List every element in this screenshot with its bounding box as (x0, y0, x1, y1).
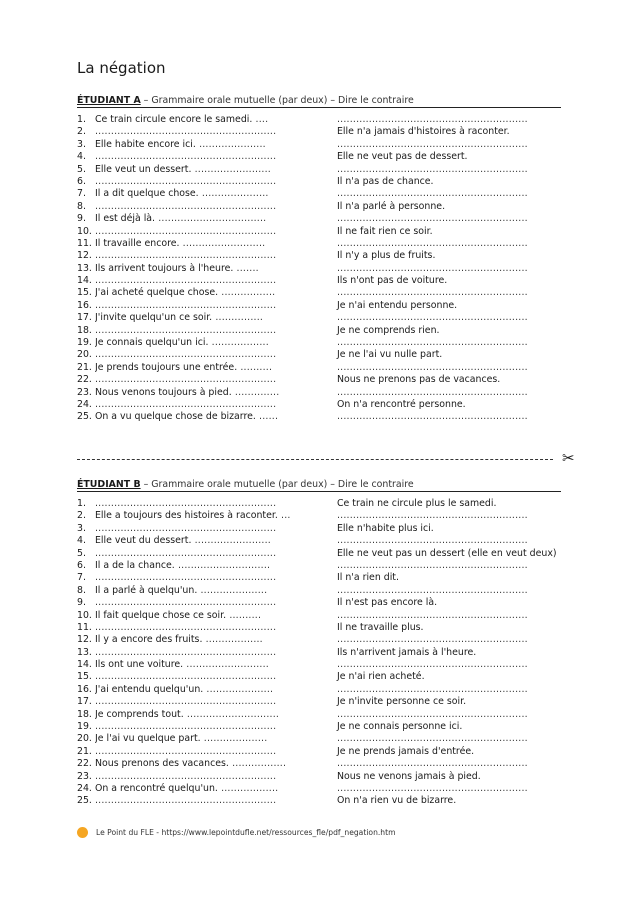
section-a-list (77, 114, 561, 424)
left-sentence: Je l'ai vu quelque part. .................... (95, 733, 268, 745)
left-sentence: ......................................................... (95, 200, 277, 212)
left-sentence: Je connais quelqu'un ici. .................. (95, 337, 269, 349)
item-number: 9. (77, 213, 86, 225)
list-item (77, 213, 561, 225)
right-sentence: On n'a rencontré personne. (337, 398, 466, 410)
item-number: 2. (77, 126, 86, 138)
left-sentence: Il a parlé à quelqu'un. ..................... (95, 584, 268, 596)
right-sentence: ............................................................ (337, 386, 528, 398)
right-sentence: Elle ne veut pas un dessert (elle en veut deux) (337, 547, 557, 559)
right-sentence: Elle n'habite plus ici. (337, 522, 434, 534)
item-number: 5. (77, 163, 86, 175)
right-sentence: Elle ne veut pas de dessert. (337, 151, 468, 163)
list-item (77, 164, 561, 176)
left-sentence: Nous prenons des vacances. ................. (95, 758, 287, 770)
list-item (77, 114, 561, 126)
left-sentence: ......................................................... (95, 671, 277, 683)
right-sentence: Je ne connais personne ici. (337, 721, 463, 733)
left-sentence: ......................................................... (95, 275, 277, 287)
right-sentence: ............................................................ (337, 634, 528, 646)
right-sentence: ............................................................ (337, 213, 528, 225)
section-a-header (77, 95, 561, 108)
list-item (77, 362, 561, 374)
section-a-subtitle: – Grammaire orale mutuelle (par deux) – Dire le contraire (140, 95, 414, 106)
left-sentence: J'ai acheté quelque chose. ................. (95, 287, 276, 299)
item-number: 15. (77, 671, 92, 683)
item-number: 3. (77, 138, 86, 150)
list-item (77, 746, 561, 758)
item-number: 14. (77, 275, 92, 287)
item-number: 17. (77, 696, 92, 708)
right-sentence: ............................................................ (337, 262, 528, 274)
left-sentence: ......................................................... (95, 175, 277, 187)
page-title: La négation (77, 59, 166, 77)
item-number: 22. (77, 374, 92, 386)
list-item (77, 325, 561, 337)
right-sentence: Il n'y a plus de fruits. (337, 250, 436, 262)
left-sentence: ......................................................... (95, 299, 277, 311)
list-item (77, 498, 561, 510)
right-sentence: Nous ne prenons pas de vacances. (337, 374, 501, 386)
right-sentence: Ils n'arrivent jamais à l'heure. (337, 646, 477, 658)
list-item (77, 721, 561, 733)
item-number: 11. (77, 237, 92, 249)
list-item (77, 523, 561, 535)
list-item (77, 139, 561, 151)
left-sentence: ......................................................... (95, 696, 277, 708)
list-item (77, 226, 561, 238)
left-sentence: ......................................................... (95, 324, 277, 336)
left-sentence: ......................................................... (95, 646, 277, 658)
list-item (77, 238, 561, 250)
item-number: 21. (77, 745, 92, 757)
right-sentence: Il n'est pas encore là. (337, 597, 438, 609)
left-sentence: Il y a encore des fruits. .................. (95, 634, 263, 646)
item-number: 7. (77, 188, 86, 200)
list-item (77, 126, 561, 138)
item-number: 22. (77, 758, 92, 770)
right-sentence: ............................................................ (337, 733, 528, 745)
list-item (77, 250, 561, 262)
item-number: 8. (77, 200, 86, 212)
list-item (77, 151, 561, 163)
list-item (77, 771, 561, 783)
right-sentence: Je ne prends jamais d'entrée. (337, 745, 475, 757)
item-number: 2. (77, 510, 86, 522)
list-item (77, 312, 561, 324)
right-sentence: ............................................................ (337, 559, 528, 571)
right-sentence: ............................................................ (337, 609, 528, 621)
left-sentence: ......................................................... (95, 721, 277, 733)
list-item (77, 510, 561, 522)
list-item (77, 411, 561, 423)
item-number: 13. (77, 646, 92, 658)
list-item (77, 287, 561, 299)
cut-line (77, 459, 553, 460)
left-sentence: Il a dit quelque chose. ..................... (95, 188, 269, 200)
item-number: 20. (77, 733, 92, 745)
right-sentence: Je n'ai rien acheté. (337, 671, 425, 683)
item-number: 23. (77, 770, 92, 782)
right-sentence: ............................................................ (337, 411, 528, 423)
list-item (77, 349, 561, 361)
left-sentence: ......................................................... (95, 250, 277, 262)
item-number: 24. (77, 782, 92, 794)
list-item (77, 263, 561, 275)
item-number: 19. (77, 721, 92, 733)
item-number: 7. (77, 572, 86, 584)
right-sentence: ............................................................ (337, 114, 528, 125)
item-number: 15. (77, 287, 92, 299)
list-item (77, 622, 561, 634)
right-sentence: Nous ne venons jamais à pied. (337, 770, 481, 782)
right-sentence: ............................................................ (337, 188, 528, 200)
left-sentence: Elle veut du dessert. ........................ (95, 535, 271, 547)
left-sentence: Il a de la chance. ............................. (95, 559, 271, 571)
scissors-icon: ✂ (562, 449, 575, 467)
left-sentence: ......................................................... (95, 151, 277, 163)
left-sentence: J'ai entendu quelqu'un. ..................... (95, 683, 274, 695)
item-number: 8. (77, 584, 86, 596)
item-number: 4. (77, 535, 86, 547)
left-sentence: ......................................................... (95, 597, 277, 609)
list-item (77, 535, 561, 547)
item-number: 12. (77, 634, 92, 646)
item-number: 11. (77, 621, 92, 633)
list-item (77, 201, 561, 213)
right-sentence: Je n'ai entendu personne. (337, 299, 458, 311)
left-sentence: ......................................................... (95, 770, 277, 782)
list-item (77, 374, 561, 386)
item-number: 9. (77, 597, 86, 609)
right-sentence: ............................................................ (337, 708, 528, 720)
left-sentence: Elle habite encore ici. ..................... (95, 138, 266, 150)
item-number: 25. (77, 795, 92, 807)
left-sentence: ......................................................... (95, 621, 277, 633)
list-item (77, 188, 561, 200)
item-number: 10. (77, 225, 92, 237)
list-item (77, 387, 561, 399)
list-item (77, 795, 561, 807)
right-sentence: ............................................................ (337, 659, 528, 671)
right-sentence: Il n'a rien dit. (337, 572, 399, 584)
item-number: 16. (77, 683, 92, 695)
list-item (77, 572, 561, 584)
right-sentence: Il ne fait rien ce soir. (337, 225, 433, 237)
section-b-tag: ÉTUDIANT B (77, 479, 141, 490)
left-sentence: Je comprends tout. ............................. (95, 708, 280, 720)
left-sentence: Ce train circule encore le samedi. .... (95, 114, 269, 125)
left-sentence: ......................................................... (95, 225, 277, 237)
right-sentence: Ils n'ont pas de voiture. (337, 275, 448, 287)
item-number: 5. (77, 547, 86, 559)
right-sentence: ............................................................ (337, 337, 528, 349)
item-number: 23. (77, 386, 92, 398)
footer-dot-icon (77, 827, 88, 838)
left-sentence: ......................................................... (95, 522, 277, 534)
list-item (77, 783, 561, 795)
left-sentence: Il est déjà là. .................................. (95, 213, 267, 225)
right-sentence: Ce train ne circule plus le samedi. (337, 498, 497, 509)
item-number: 6. (77, 559, 86, 571)
left-sentence: ......................................................... (95, 745, 277, 757)
right-sentence: Il ne travaille plus. (337, 621, 424, 633)
left-sentence: On a vu quelque chose de bizarre. ...... (95, 411, 279, 423)
left-sentence: Il fait quelque chose ce soir. .......... (95, 609, 262, 621)
left-sentence: Ils arrivent toujours à l'heure. ....... (95, 262, 259, 274)
list-item (77, 684, 561, 696)
item-number: 3. (77, 522, 86, 534)
right-sentence: Il n'a pas de chance. (337, 175, 434, 187)
item-number: 21. (77, 361, 92, 373)
right-sentence: ............................................................ (337, 138, 528, 150)
item-number: 10. (77, 609, 92, 621)
left-sentence: On a rencontré quelqu'un. .................. (95, 782, 279, 794)
left-sentence: ......................................................... (95, 349, 277, 361)
right-sentence: Il n'a parlé à personne. (337, 200, 446, 212)
item-number: 1. (77, 498, 86, 509)
right-sentence: Elle n'a jamais d'histoires à raconter. (337, 126, 510, 138)
right-sentence: ............................................................ (337, 782, 528, 794)
item-number: 24. (77, 398, 92, 410)
right-sentence: ............................................................ (337, 287, 528, 299)
left-sentence: ......................................................... (95, 398, 277, 410)
left-sentence: Ils ont une voiture. .......................... (95, 659, 269, 671)
right-sentence: ............................................................ (337, 758, 528, 770)
item-number: 1. (77, 114, 86, 125)
list-item (77, 671, 561, 683)
list-item (77, 548, 561, 560)
right-sentence: ............................................................ (337, 535, 528, 547)
item-number: 18. (77, 708, 92, 720)
right-sentence: ............................................................ (337, 683, 528, 695)
right-sentence: Je n'invite personne ce soir. (337, 696, 467, 708)
right-sentence: ............................................................ (337, 163, 528, 175)
list-item (77, 275, 561, 287)
list-item (77, 597, 561, 609)
list-item (77, 758, 561, 770)
list-item (77, 634, 561, 646)
left-sentence: Je prends toujours une entrée. .......... (95, 361, 273, 373)
right-sentence: ............................................................ (337, 237, 528, 249)
left-sentence: Elle veut un dessert. ........................ (95, 163, 271, 175)
right-sentence: Je ne l'ai vu nulle part. (337, 349, 443, 361)
item-number: 6. (77, 175, 86, 187)
list-item (77, 647, 561, 659)
list-item (77, 399, 561, 411)
left-sentence: Nous venons toujours à pied. .............. (95, 386, 280, 398)
footer (77, 827, 396, 838)
item-number: 16. (77, 299, 92, 311)
section-a-tag: ÉTUDIANT A (77, 95, 141, 106)
item-number: 12. (77, 250, 92, 262)
list-item (77, 337, 561, 349)
left-sentence: Il travaille encore. .......................... (95, 237, 266, 249)
list-item (77, 696, 561, 708)
left-sentence: ......................................................... (95, 498, 277, 509)
list-item (77, 176, 561, 188)
item-number: 20. (77, 349, 92, 361)
right-sentence: ............................................................ (337, 361, 528, 373)
section-b-list (77, 498, 561, 808)
item-number: 4. (77, 151, 86, 163)
left-sentence: Elle a toujours des histoires à raconter. ... (95, 510, 291, 522)
left-sentence: ......................................................... (95, 126, 277, 138)
left-sentence: ......................................................... (95, 374, 277, 386)
item-number: 14. (77, 659, 92, 671)
left-sentence: J'invite quelqu'un ce soir. ............... (95, 312, 264, 324)
list-item (77, 709, 561, 721)
list-item (77, 733, 561, 745)
item-number: 25. (77, 411, 92, 423)
item-number: 19. (77, 337, 92, 349)
left-sentence: ......................................................... (95, 572, 277, 584)
item-number: 17. (77, 312, 92, 324)
list-item (77, 300, 561, 312)
right-sentence: On n'a rien vu de bizarre. (337, 795, 457, 807)
item-number: 18. (77, 324, 92, 336)
right-sentence: ............................................................ (337, 510, 528, 522)
list-item (77, 610, 561, 622)
item-number: 13. (77, 262, 92, 274)
right-sentence: ............................................................ (337, 584, 528, 596)
list-item (77, 585, 561, 597)
section-b-subtitle: – Grammaire orale mutuelle (par deux) – Dire le contraire (140, 479, 414, 490)
right-sentence: Je ne comprends rien. (337, 324, 440, 336)
list-item (77, 560, 561, 572)
list-item (77, 659, 561, 671)
right-sentence: ............................................................ (337, 312, 528, 324)
footer-text: Le Point du FLE - https://www.lepointdufle.net/ressources_fle/pdf_negation.htm (96, 828, 396, 837)
section-b-header (77, 479, 561, 492)
left-sentence: ......................................................... (95, 795, 277, 807)
left-sentence: ......................................................... (95, 547, 277, 559)
